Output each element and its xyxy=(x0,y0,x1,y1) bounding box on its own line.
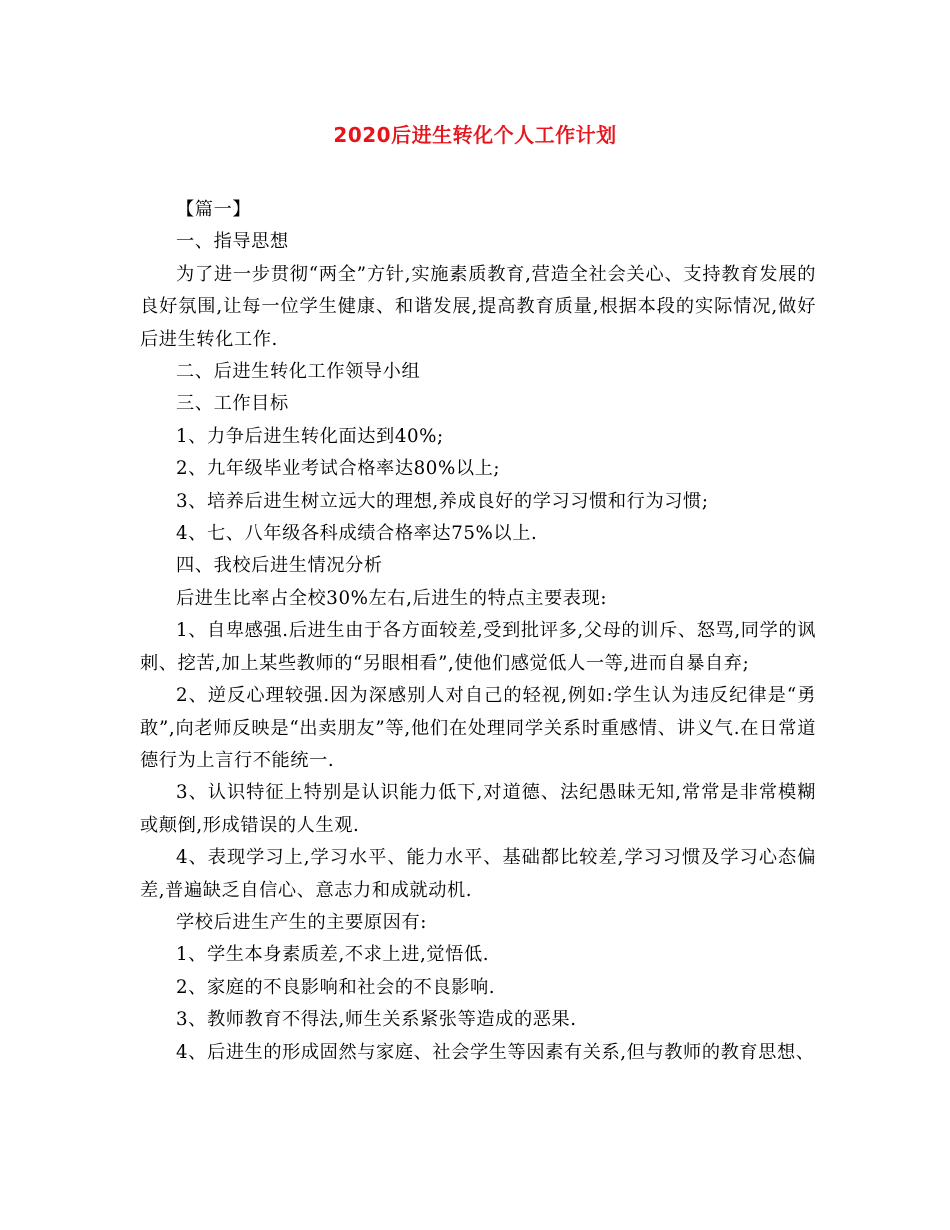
goal-item-1: 1、力争后进生转化面达到40%; xyxy=(176,425,444,447)
document-title: 2020后进生转化个人工作计划 xyxy=(333,123,617,147)
paragraph-causes-intro: 学校后进生产生的主要原因有: xyxy=(176,911,427,933)
heading-situation-analysis: 四、我校后进生情况分析 xyxy=(176,555,383,577)
goal-item-3: 3、培养后进生树立远大的理想,养成良好的学习习惯和行为习惯; xyxy=(176,490,709,512)
document-body xyxy=(140,194,816,1069)
goal-item-4: 4、七、八年级各科成绩合格率达75%以上. xyxy=(176,523,538,545)
section-header-pian-yi: 【篇一】 xyxy=(176,199,252,220)
trait-item-1: 1、自卑感强.后进生由于各方面较差,受到批评多,父母的训斥、怒骂,同学的讽刺、挖苦,加上某些教师的“另眼相看”,使他们感觉低人一等,进而自暴自弃; xyxy=(140,620,816,674)
trait-item-3: 3、认识特征上特别是认识能力低下,对道德、法纪愚昧无知,常常是非常模糊或颠倒,形成错误的人生观. xyxy=(140,782,816,836)
trait-item-2: 2、逆反心理较强.因为深感别人对自己的轻视,例如:学生认为违反纪律是“勇敢”,向老师反映是“出卖朋友”等,他们在处理同学关系时重感情、讲义气.在日常道德行为上言行不能统一. xyxy=(140,685,816,771)
cause-item-3: 3、教师教育不得法,师生关系紧张等造成的恶果. xyxy=(176,1009,577,1031)
heading-work-goals: 三、工作目标 xyxy=(176,393,289,415)
cause-item-2: 2、家庭的不良影响和社会的不良影响. xyxy=(176,976,496,998)
trait-item-4: 4、表现学习上,学习水平、能力水平、基础都比较差,学习习惯及学习心态偏差,普遍缺乏自信心、意志力和成就动机. xyxy=(140,847,816,901)
cause-item-4: 4、后进生的形成固然与家庭、社会学生等因素有关系,但与教师的教育思想、 xyxy=(176,1041,815,1063)
goal-item-2: 2、九年级毕业考试合格率达80%以上; xyxy=(176,458,501,480)
heading-leadership-group: 二、后进生转化工作领导小组 xyxy=(176,361,421,383)
heading-guiding-ideology: 一、指导思想 xyxy=(176,231,289,253)
cause-item-1: 1、学生本身素质差,不求上进,觉悟低. xyxy=(176,944,490,966)
paragraph-ratio: 后进生比率占全校30%左右,后进生的特点主要表现: xyxy=(176,587,608,609)
paragraph-guiding-ideology: 为了进一步贯彻“两全”方针,实施素质教育,营造全社会关心、支持教育发展的良好氛围,让每一位学生健康、和谐发展,提高教育质量,根据本段的实际情况,做好后进生转化工作. xyxy=(140,263,816,350)
